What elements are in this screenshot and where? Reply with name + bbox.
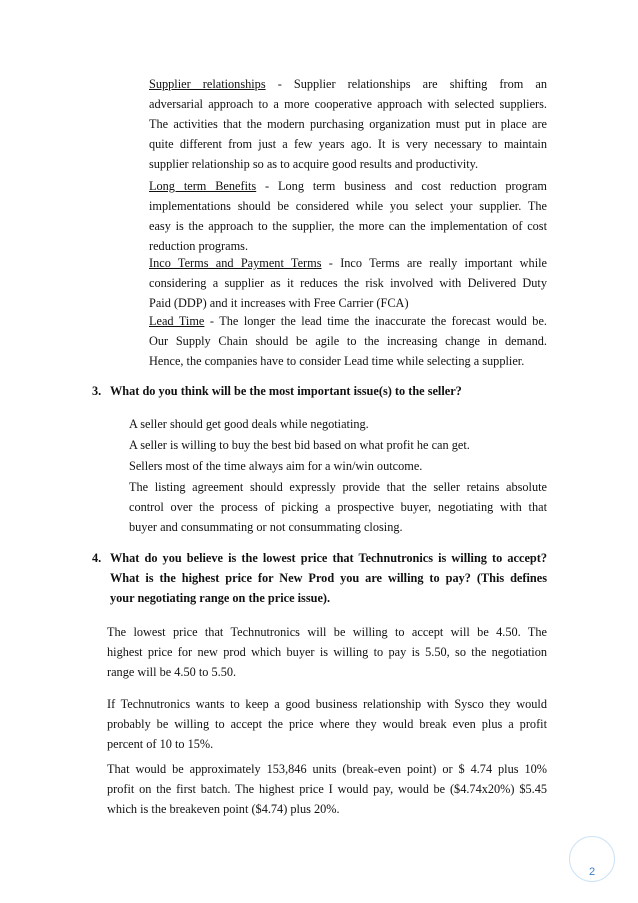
supplier-item-text: The longer the lead time the inaccurate the forecast would be. <box>219 314 547 328</box>
supplier-item-first-line <box>149 176 547 196</box>
seller-issue-line: Sellers most of the time always aim for a win/win outcome. <box>129 459 423 473</box>
supplier-item-term: Long term Benefits <box>149 179 257 193</box>
term-separator: - <box>204 314 220 328</box>
seller-issue-line: control over the process of picking a prospective buyer, negotiating with that <box>129 500 547 514</box>
supplier-item-text-line: supplier relationship so as to acquire good results and productivity. <box>149 157 479 171</box>
question-4-line: What do you believe is the lowest price that Technutronics is willing to accept? <box>110 551 547 565</box>
answer-line: highest price for new prod which buyer is willing to pay is 5.50, so the negotiation <box>107 645 547 659</box>
supplier-item-text-line: quite different from just a few years ago. It is very necessary to maintain <box>149 137 547 151</box>
answer-line: percent of 10 to 15%. <box>107 737 214 751</box>
answer-line: which is the breakeven point ($4.74) plus 20%. <box>107 802 340 816</box>
supplier-item-text-line: implementations should be considered while you select your supplier. The <box>149 199 547 213</box>
term-separator: - <box>256 179 279 193</box>
answer-line: That would be approximately 153,846 units (break-even point) or $ 4.74 plus 10% <box>107 762 547 776</box>
supplier-item-first-line <box>149 253 547 273</box>
supplier-item-text-line: adversarial approach to a more cooperative approach with selected suppliers. <box>149 97 547 111</box>
answer-line: profit on the first batch. The highest price I would pay, would be ($4.74x20%) $5.45 <box>107 782 547 796</box>
supplier-item-first-line <box>149 311 547 331</box>
supplier-item-first-line <box>149 74 547 94</box>
supplier-item-text: Supplier relationships are shifting from an <box>293 77 547 91</box>
seller-issue-line: A seller should get good deals while negotiating. <box>129 417 369 431</box>
seller-issue-line: A seller is willing to buy the best bid based on what profit he can get. <box>129 438 470 452</box>
term-separator: - <box>321 256 341 270</box>
question-4-line: your negotiating range on the price issue). <box>110 591 331 605</box>
answer-line: probably be willing to accept the price where they would break even plus a profit <box>107 717 547 731</box>
supplier-item-text-line: considering a supplier as it reduces the risk involved with Delivered Duty <box>149 276 547 290</box>
page-number: 2 <box>588 866 596 878</box>
supplier-item-text-line: Hence, the companies have to consider Lead time while selecting a supplier. <box>149 354 525 368</box>
supplier-item-term: Inco Terms and Payment Terms <box>149 256 322 270</box>
seller-issue-line: The listing agreement should expressly provide that the seller retains absolute <box>129 480 547 494</box>
supplier-item-text-line: easy is the approach to the supplier, the more can the implementation of cost <box>149 219 547 233</box>
supplier-item-text-line: Our Supply Chain should be agile to the increasing change in demand. <box>149 334 547 348</box>
supplier-item-text-line: Paid (DDP) and it increases with Free Carrier (FCA) <box>149 296 409 310</box>
question-3-number: 3. <box>92 384 102 398</box>
supplier-item-text: Long term business and cost reduction program <box>278 179 547 193</box>
answer-line: If Technutronics wants to keep a good business relationship with Sysco they would <box>107 697 547 711</box>
question-4-number: 4. <box>92 551 102 565</box>
question-3-text: What do you think will be the most important issue(s) to the seller? <box>110 384 462 398</box>
seller-issue-line: buyer and consummating or not consummating closing. <box>129 520 403 534</box>
supplier-item-term: Lead Time <box>149 314 205 328</box>
answer-line: The lowest price that Technutronics will be willing to accept will be 4.50. The <box>107 625 547 639</box>
supplier-item-term: Supplier relationships <box>149 77 266 91</box>
question-4-line: What is the highest price for New Prod you are willing to pay? (This defines <box>110 571 547 585</box>
supplier-item-text: Inco Terms are really important while <box>340 256 547 270</box>
term-separator: - <box>265 77 294 91</box>
supplier-item-text-line: The activities that the modern purchasing organization must put in place are <box>149 117 547 131</box>
supplier-item-text-line: reduction programs. <box>149 239 249 253</box>
answer-line: range will be 4.50 to 5.50. <box>107 665 237 679</box>
